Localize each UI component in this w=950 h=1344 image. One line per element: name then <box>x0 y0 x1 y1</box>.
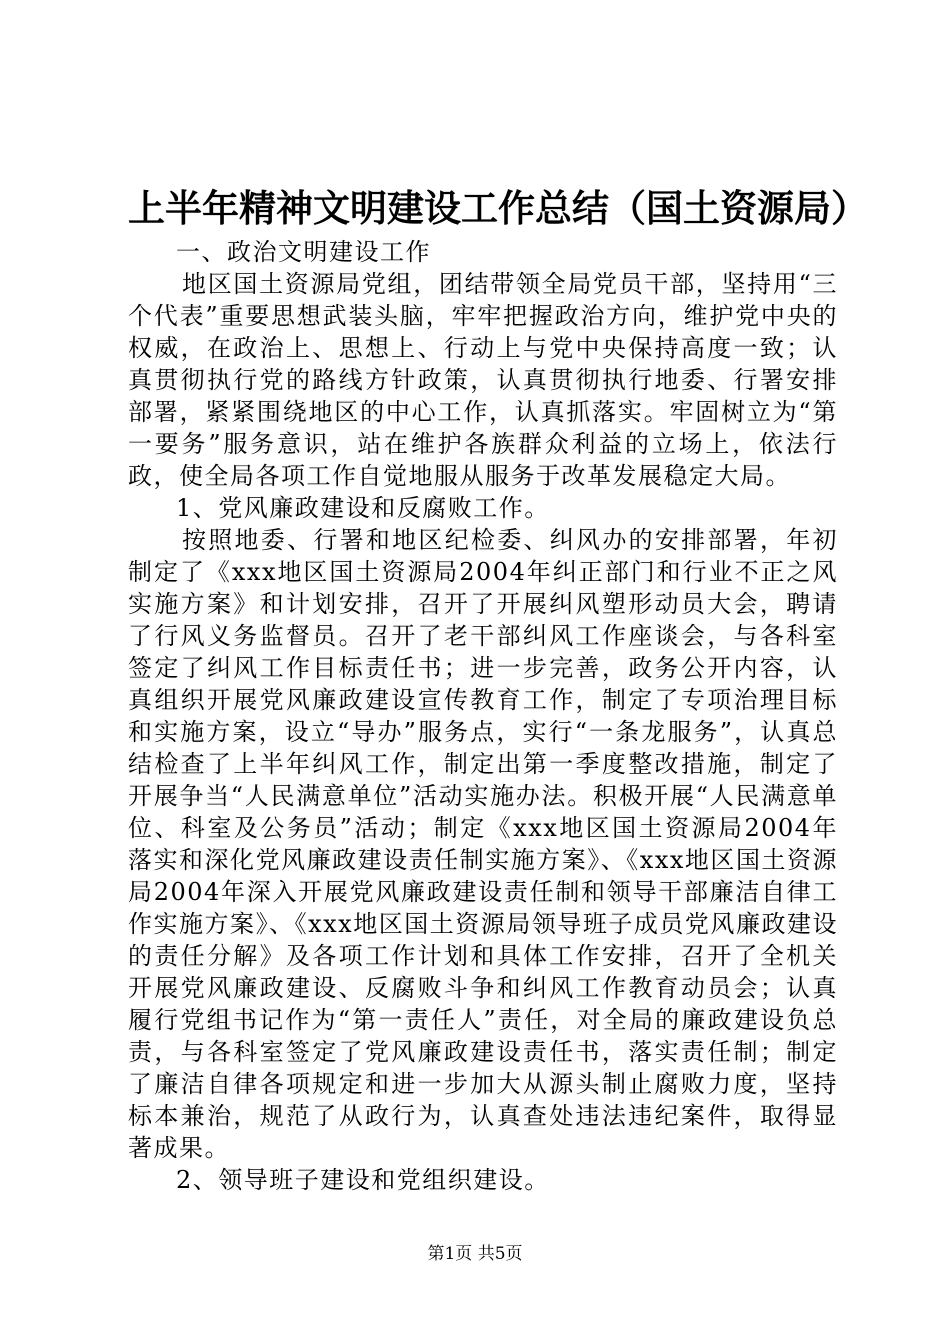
section-heading-political: 一、政治文明建设工作 <box>176 238 431 266</box>
paragraph-political-work: 地区国土资源局党组，团结带领全局党员干部，坚持用“三个代表”重要思想武装头脑，牢牢把握政治方向，维护党中央的权威，在政治上、思想上、行动上与党中央保持高度一致；认真贯彻执行党的路线方针政策，认真贯彻执行地委、行署安排部署，紧紧围绕地区的中心工作，认真抓落实。牢固树立为“第一要务”服务意识，站在维护各族群众利益的立场上，依法行政，使全局各项工作自觉地服从服务于改革发展稳定大局。 <box>128 270 838 490</box>
document-body <box>128 236 838 1196</box>
paragraph-anticorruption: 按照地委、行署和地区纪检委、纠风办的安排部署，年初制定了《xxx地区国土资源局2004年纠正部门和行业不正之风实施方案》和计划安排，召开了开展纠风塑形动员大会，聘请了行风义务监督员。召开了老干部纠风工作座谈会，与各科室签定了纠风工作目标责任书；进一步完善，政务公开内容，认真组织开展党风廉政建设宣传教育工作，制定了专项治理目标和实施方案，设立“导办”服务点，实行“一条龙服务”，认真总结检查了上半年纠风工作，制定出第一季度整改措施，制定了开展争当“人民满意单位”活动实施办法。积极开展“人民满意单位、科室及公务员”活动；制定《xxx地区国土资源局2004年落实和深化党风廉政建设责任制实施方案》、《xxx地区国土资源局2004年深入开展党风廉政建设责任制和领导干部廉洁自律工作实施方案》、《xxx地区国土资源局领导班子成员党风廉政建设的责任分解》及各项工作计划和具体工作安排，召开了全机关开展党风廉政建设、反腐败斗争和纠风工作教育动员会；认真履行党组书记作为“第一责任人”责任，对全局的廉政建设负总责，与各科室签定了党风廉政建设责任书，落实责任制；制定了廉洁自律各项规定和进一步加大从源头制止腐败力度，坚持标本兼治，规范了从政行为，认真查处违法违纪案件，取得显著成果。 <box>128 526 838 1162</box>
document-title: 上半年精神文明建设工作总结（国土资源局） <box>128 186 868 230</box>
page-number-footer: 第1页 共5页 <box>427 1244 523 1264</box>
subsection-heading-anticorruption: 1、党风廉政建设和反腐败工作。 <box>176 494 550 522</box>
subsection-heading-leadership: 2、领导班子建设和党组织建设。 <box>176 1166 550 1194</box>
